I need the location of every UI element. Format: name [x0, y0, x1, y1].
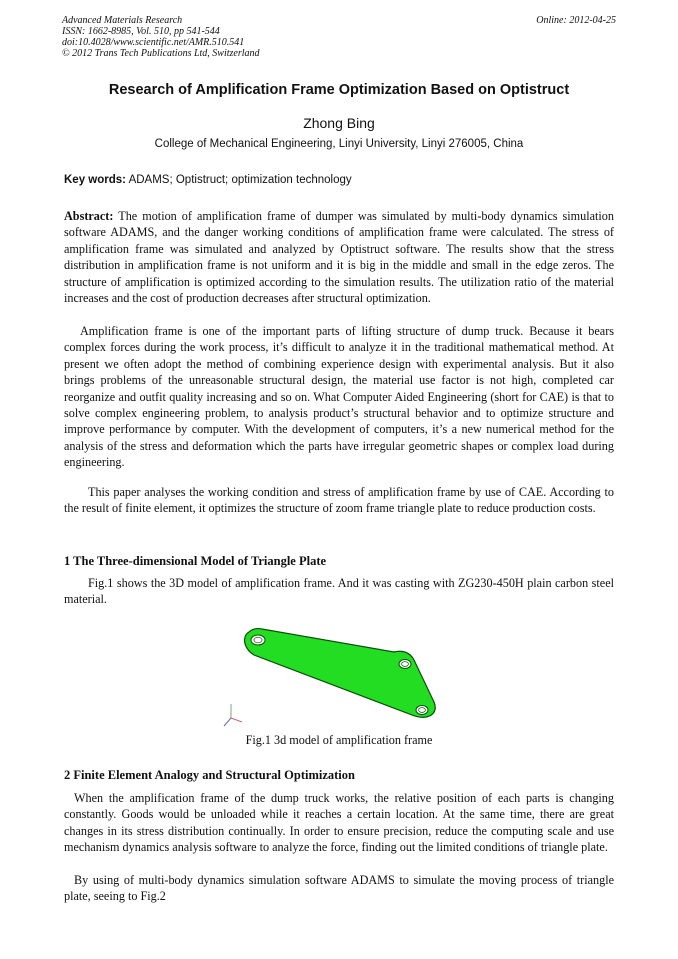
author-name: Zhong Bing — [303, 115, 375, 131]
journal-name: Advanced Materials Research — [62, 15, 183, 26]
keywords-text: ADAMS; Optistruct; optimization technology — [128, 174, 352, 186]
section-2-paragraph-2: By using of multi-body dynamics simulation software ADAMS to simulate the moving process of triangle plate, seeing to Fig.2 — [64, 873, 614, 904]
section-2-paragraph-1: When the amplification frame of the dump truck works, the relative position of each parts is changing constantly. Goods would be unloaded while it reaches a certain location. At the same time, there are great changes in its stress distribution continually. In order to ensure precision, reduce the computing scale and use mechanism dynamics analysis software to analyze the force, finding out the limited conditions of triangle plate. — [64, 791, 614, 855]
journal-copyright: © 2012 Trans Tech Publications Ltd, Switzerland — [62, 48, 260, 59]
figure-1 — [222, 618, 454, 738]
abstract-label: Abstract: — [64, 209, 114, 223]
keywords — [64, 174, 352, 186]
journal-header — [62, 15, 260, 59]
triangle-plate-model — [222, 618, 454, 738]
section-1-heading: 1 The Three-dimensional Model of Triangle Plate — [64, 554, 327, 568]
journal-doi: doi:10.4028/www.scientific.net/AMR.510.541 — [62, 37, 245, 48]
axis-triad-icon — [224, 704, 242, 726]
hole-left — [251, 635, 265, 645]
section-1-paragraph: Fig.1 shows the 3D model of amplification frame. And it was casting with ZG230-450H plain carbon steel material. — [64, 576, 614, 607]
figure-1-caption: Fig.1 3d model of amplification frame — [245, 733, 433, 747]
triangle-plate-shape — [245, 629, 436, 718]
section-2-heading: 2 Finite Element Analogy and Structural Optimization — [64, 768, 355, 782]
author-affiliation: College of Mechanical Engineering, Linyi University, Linyi 276005, China — [154, 138, 524, 150]
abstract — [64, 208, 614, 306]
intro-paragraph-1: Amplification frame is one of the important parts of lifting structure of dump truck. Because it bears complex forces during the work process, it’s difficult to analyze it in the traditional mathematical method. At present we often adopt the method of combining experience design with experimental analysis. But it also brings problems of the unreasonable structural design, the material use factor is not high, completed car reorganize and outfit quality increasing and so on. What Computer Aided Engineering (short for CAE) is that to solve complex engineering problem, to analysis product’s structural behavior and to optimize structure and improve performance by computer. With the development of computers, it’s a new numerical method for the analysis of the stress and deformation which the parts have irregular geometric shapes or complex load during engineering. — [64, 324, 614, 470]
journal-issn: ISSN: 1662-8985, Vol. 510, pp 541-544 — [62, 26, 220, 37]
intro-paragraph-2: This paper analyses the working condition and stress of amplification frame by use of CAE. According to the result of finite element, it optimizes the structure of zoom frame triangle plate to reduce production costs. — [64, 485, 614, 516]
hole-bottom-right — [416, 706, 428, 715]
hole-top-right — [399, 660, 411, 669]
keywords-label: Key words: — [64, 174, 126, 186]
paper-title: Research of Amplification Frame Optimization Based on Optistruct — [108, 82, 570, 98]
abstract-text: The motion of amplification frame of dumper was simulated by multi-body dynamics simulation software ADAMS, and the danger working conditions of amplification frame were calculated. The stress of amplification frame was simulated and analyzed by Optistruct software. The results show that the stress distribution in amplification frame is not uniform and it is big in the middle and small in the edge zeros. The structure of amplification is optimized according to the simulation results. The utilization ratio of the material increases and the cost of production decreases after structural optimization. — [64, 209, 614, 306]
online-date: Online: 2012-04-25 — [536, 15, 616, 26]
